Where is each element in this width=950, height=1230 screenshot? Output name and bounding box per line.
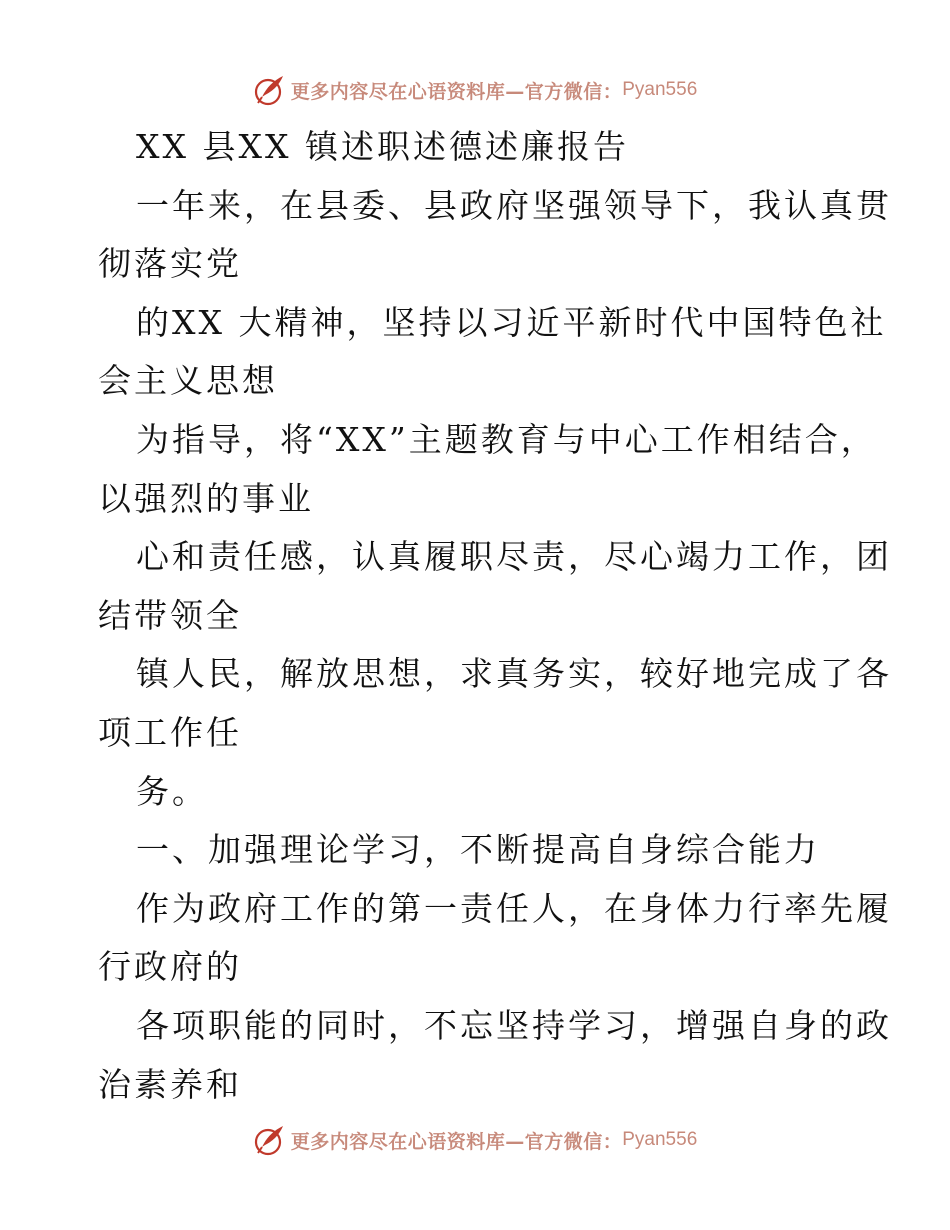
paragraph-line: 心和责任感，认真履职尽责，尽心竭力工作，团 [136,537,892,577]
banner-text: 更多内容尽在心语资料库—官方微信： [290,1130,623,1153]
paragraph-line: 项工作任 [98,712,242,752]
paragraph-line: 一年来，在县委、县政府坚强领导下，我认真贯 [136,185,892,225]
paragraph-line: 行政府的 [98,947,242,987]
paragraph-line: 各项职能的同时，不忘坚持学习，增强自身的政 [136,1005,892,1045]
paragraph-line: 务。 [136,771,208,811]
paragraph-line: 为指导，将“XX”主题教育与中心工作相结合， [136,419,877,459]
feather-quill-logo-icon [253,1123,287,1157]
document-title: XX 县XX 镇述职述德述廉报告 [136,127,629,166]
paragraph-line: 会主义思想 [98,361,278,401]
paragraph-line: 镇人民，解放思想，求真务实，较好地完成了各 [136,654,892,694]
feather-quill-logo-icon [253,73,287,107]
footer-banner [0,1120,950,1160]
section-heading: 一、加强理论学习，不断提高自身综合能力 [136,830,820,870]
paragraph-line: 结带领全 [98,595,242,635]
header-banner [0,70,950,110]
document-body [98,118,892,1114]
paragraph-line: 以强烈的事业 [98,478,314,518]
paragraph-line: 的XX 大精神，坚持以习近平新时代中国特色社 [136,302,887,342]
banner-wechat-id: Pyan556 [622,79,698,100]
paragraph-line: 作为政府工作的第一责任人，在身体力行率先履 [136,888,892,928]
banner-text: 更多内容尽在心语资料库—官方微信： [290,80,623,103]
paragraph-line: 彻落实党 [98,244,242,284]
banner-wechat-id: Pyan556 [622,1129,698,1150]
paragraph-line: 治素养和 [98,1064,242,1104]
